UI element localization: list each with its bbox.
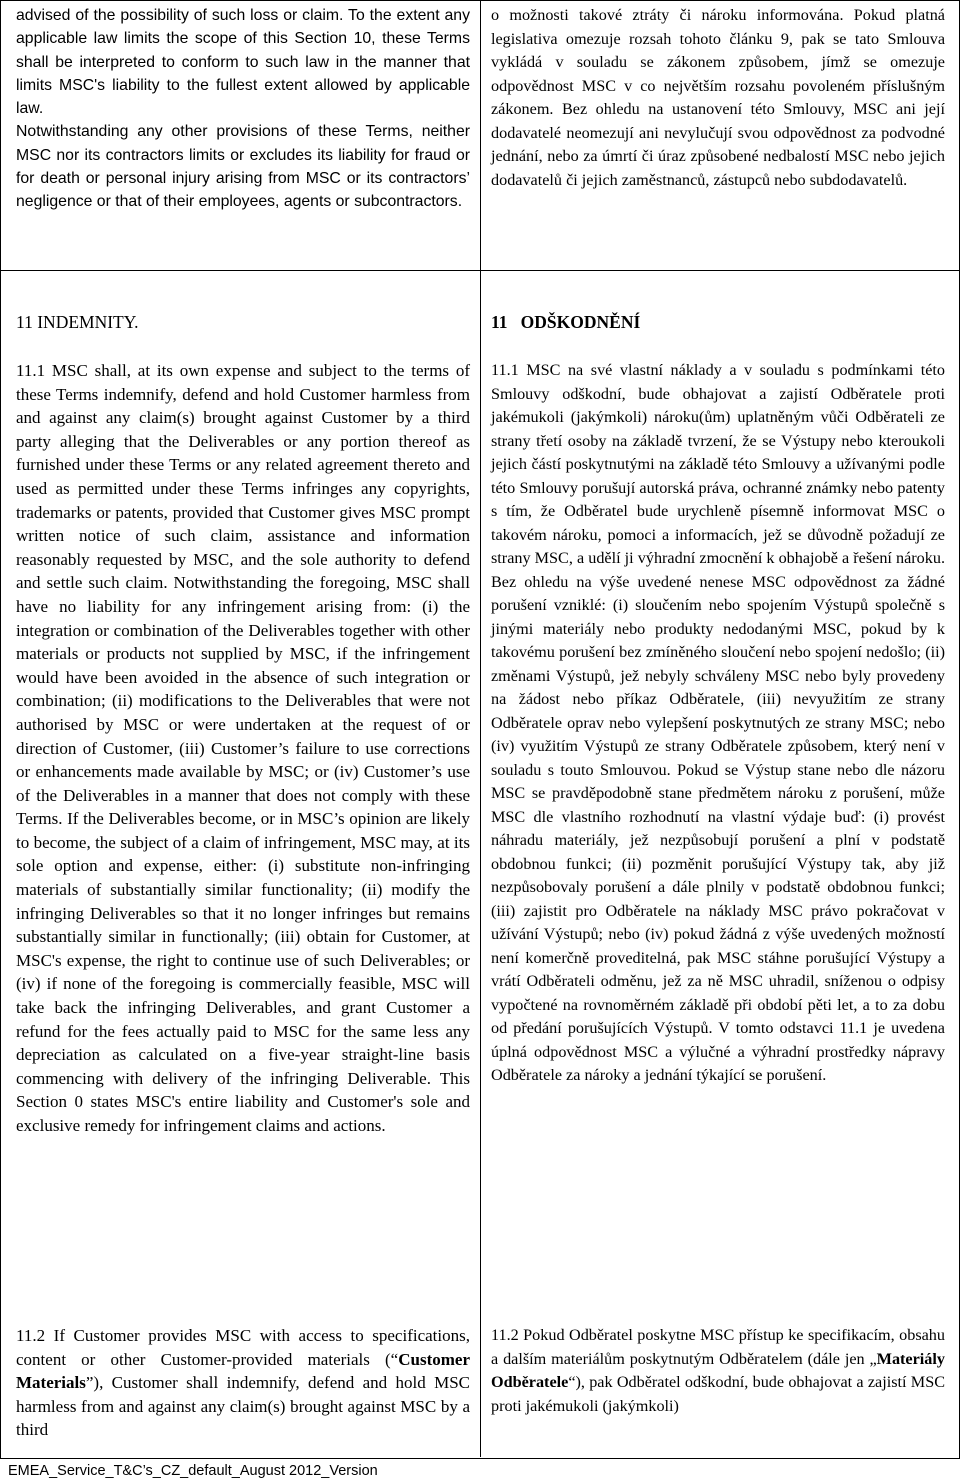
clause-11-2-cz (491, 1324, 945, 1418)
clause-11-1-cz (491, 359, 945, 1088)
clause-11-2-cz-post: “), pak Odběratel odškodní, bude obhajovat a zajistí MSC proti jakémukoli (jakýmkoli) (491, 1373, 945, 1415)
clause-11-2-en-text (16, 1324, 470, 1442)
clause-11-2-en-post: ”), Customer shall indemnify, defend and hold MSC harmless from and against any claim(s) brought against MSC by a third (16, 1373, 470, 1440)
defined-term-customer-materials: Customer Materials (16, 1349, 470, 1393)
left-limitation-paragraph: advised of the possibility of such loss or claim. To the extent any applicable law limits the scope of this Section 10, these Terms shall be interpreted to conform to such law in the manner that limits MSC's liability to the fullest extent allowed by applicable law. (16, 7, 470, 118)
defined-term-materialy-odberatele: Materiály Odběratele (491, 1349, 945, 1391)
left-notwithstanding-paragraph: Notwithstanding any other provisions of these Terms, neither MSC nor its contractors limits or excludes its liability for fraud or for death or personal injury arising from MSC or its contractors’ negligence or that of their employees, agents or subcontractors. (16, 123, 470, 211)
clause-11-2-cz-text (491, 1324, 945, 1418)
clause-11-2-cz-pre: 11.2 Pokud Odběratel poskytne MSC přístup ke specifikacím, obsahu a dalším materiálům poskytnutým Odběratelem (dále jen „ (491, 1326, 945, 1368)
right-limitation-paragraph: o možnosti takové ztráty či nároku informována. Pokud platná legislativa omezuje rozsah tohoto článku 9, pak se tato Smlouva vykládá v souladu se zákonem způsobem, jímž se omezuje odpovědnost MSC v co největším rozsahu povoleném příslušným zákonem. Bez ohledu na ustanovení této Smlouvy, MSC ani její dodavatelé neomezují ani nevylučují svou odpovědnost za podvodné jednání, nebo za úmrtí či úraz způsobené nedbalostí MSC nebo jejich dodavatelů či jejich zaměstnanců, zástupců nebo subdodavatelů. (491, 6, 945, 189)
clause-11-1-cz-text: 11.1 MSC na své vlastní náklady a v souladu s podmínkami této Smlouvy odškodní, bude obhajovat a zajistí Odběratele proti jakémukoli (jakýmkoli) nároku(ům) uplatněným vůči Odběrateli ze strany třetí osoby na základě tvrzení, že se Výstupy nebo kteroukoli jejich částí poskytnutými na základě této Smlouvy a užívanými podle této Smlouvy porušují autorská práva, ochranné známky nebo patenty s tím, že Odběratel bude urychleně písemně informovat MSC o takovém nároku, pomoci a informacích, jež se důvodně požadují ze strany MSC, a udělí ji výhradní zmocnění k obhajobě a řešení nároku. Bez ohledu na výše uvedené nenese MSC odpovědnost za žádné porušení vzniklé: (i) sloučením nebo spojením Výstupů společně s jinými materiály nebo produkty nedodanými MSC, pokud by k takovému porušení bez zmíněného sloučení nebo spojení nedošlo; (ii) změnami Výstupů, jež nebyly schváleny MSC nebo byly provedeny na žádost nebo příkaz Odběratele, (iii) nevyužitím ze strany Odběratele oprav nebo vylepšení poskytnutých ze strany MSC; nebo (iv) využitím Výstupů ze strany Odběratele způsobem, který není v souladu s touto Smlouvou. Pokud se Výstup stane nebo dle názoru MSC se pravděpodobně stane předmětem nároku z porušení, může MSC dle vlastního rozhodnutí na vlastní výdaje buď: (i) provést náhradu materiály, jež nezpůsobují porušení a plní v podstatě obdobnou funkci; (ii) pozměnit porušující Výstupy tak, aby již nezpůsobovaly porušení a dále plnily v podstatě obdobnou funkci; (iii) zajistit pro Odběratele na náklady MSC právo pokračovat v užívání Výstupů; nebo (iv) pokud žádná z výše uvedených možností není komerčně proveditelná, pak MSC stáhne porušující Výstupy a vrátí Odběrateli odměnu, jež za ně MSC uhradil, sníženou o odpisy vypočtené na rovnoměrném základě při období pěti let, a to za dobu od předání porušujících Výstupů. V tomto odstavci 11.1 je uvedena úplná odpovědnost MSC a výlučné a výhradní prostředky nápravy Odběratele za nároky a jednání týkající se porušení. (491, 361, 945, 1084)
clause-11-1-en-text: 11.1 MSC shall, at its own expense and subject to the terms of these Terms indemnify, defend and hold Customer harmless from and against any claim(s) brought against Customer by a third party alleging that the Deliverables or any portion thereof as furnished under these Terms or any related agreement thereto and used as permitted under these Terms infringes any copyrights, trademarks or patents, provided that Customer gives MSC prompt written notice of such claim, assistance and information reasonably requested by MSC, and the sole authority to defend and settle such claim. Notwithstanding the foregoing, MSC shall have no liability for any infringement arising from: (i) the integration or combination of the Deliverables together with other materials or products not supplied by MSC, if the infringement would have been avoided in the absence of such integration or combination; (ii) modifications to the Deliverables that were not authorised by MSC or were undertaken at the request of or direction of Customer, (iii) Customer’s failure to use corrections or enhancements made available by MSC; or (iv) Customer’s use of the Deliverables in a manner that does not comply with these Terms. If the Deliverables become, or in MSC’s opinion are likely to become, the subject of a claim of infringement, MSC may, at its sole option and expense, either: (i) substitute non-infringing materials of substantially similar functionality; (ii) modify the infringing Deliverables so that it no longer infringes but remains substantially similar in functionally; (iii) obtain for Customer, at MSC's expense, the right to continue use of such Deliverables; or (iv) if none of the foregoing is commercially feasible, MSC will take back the infringing Deliverables, and grant Customer a refund for the fees actually paid to MSC for the same less any depreciation as calculated on a five-year straight-line basis commencing with delivery of the infringing Deliverable. This Section 0 states MSC's entire liability and Customer's sole and exclusive remedy for infringement claims and actions. (16, 361, 470, 1135)
clause-11-2-en (16, 1324, 470, 1442)
row-divider (0, 270, 960, 271)
heading-indemnity: 11 INDEMNITY. (16, 312, 139, 332)
left-top-cell (16, 4, 470, 214)
heading-odskodneni: 11 ODŠKODNĚNÍ (491, 312, 641, 332)
right-top-cell (491, 4, 945, 192)
column-divider (480, 0, 481, 1457)
document-footer: EMEA_Service_T&C’s_CZ_default_August 2012_Version (8, 1463, 378, 1479)
clause-11-2-en-pre: 11.2 If Customer provides MSC with access to specifications, content or other Customer-provided materials (“ (16, 1326, 470, 1369)
clause-11-1-en (16, 359, 470, 1138)
